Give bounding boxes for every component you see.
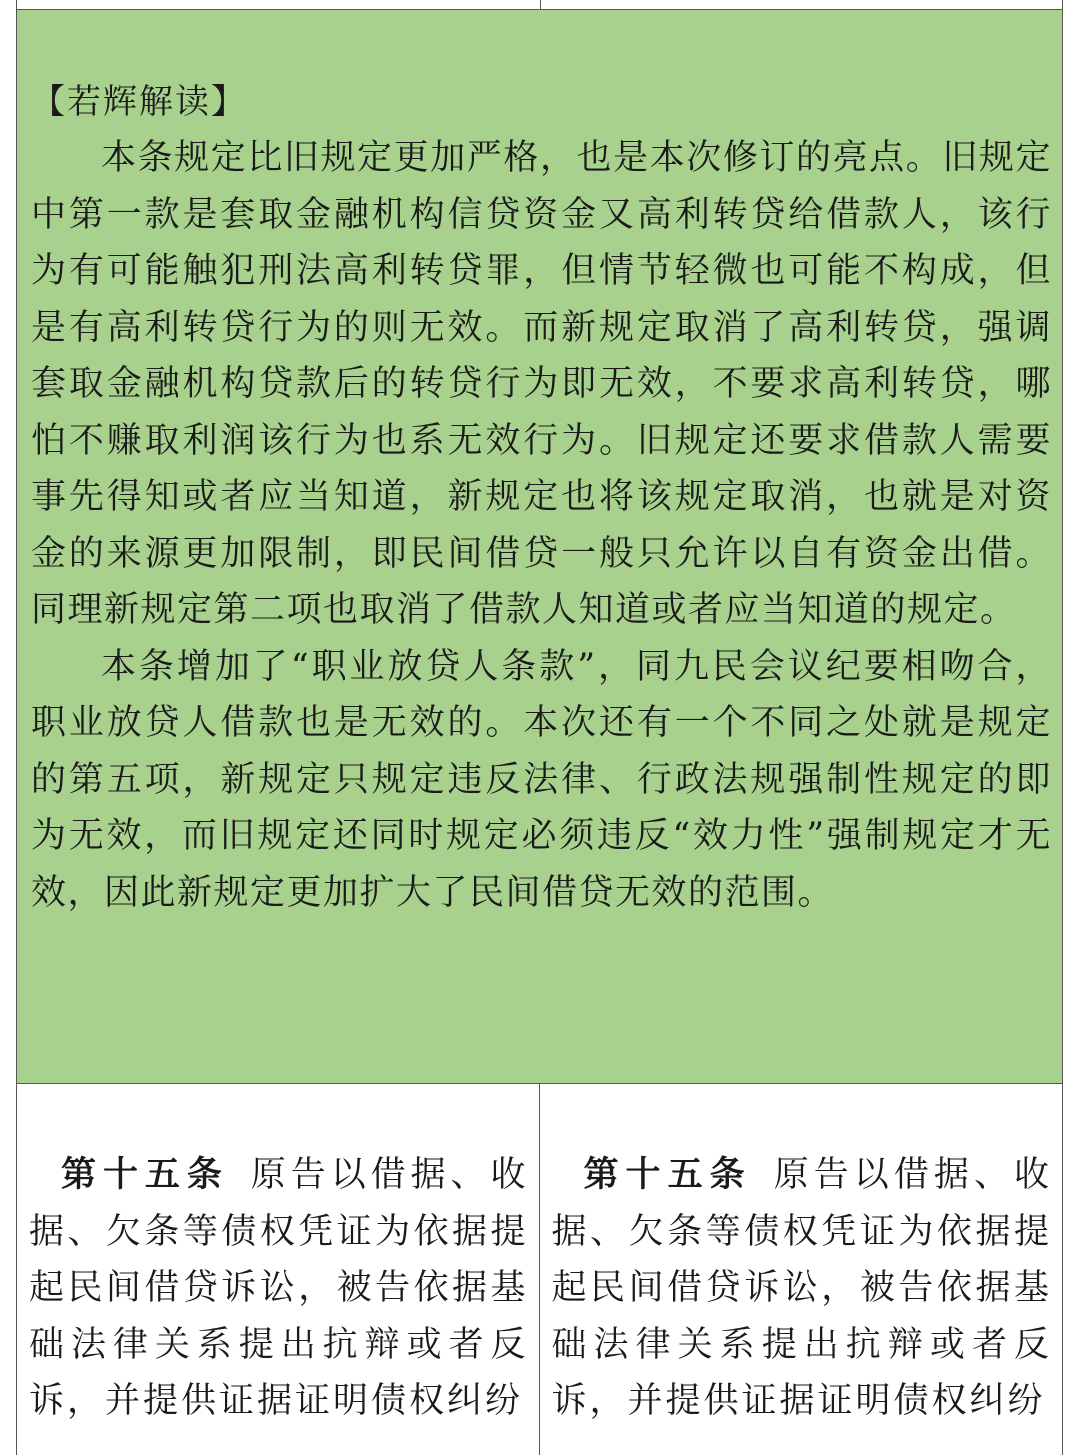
commentary-paragraph-1: 本条规定比旧规定更加严格，也是本次修订的亮点。旧规定中第一款是套取金融机构信贷资金又高利转贷给借款人，该行为有可能触犯刑法高利转贷罪，但情节轻微也可能不构成，但是有高利转贷行为的则无效。而新规定取消了高利转贷，强调套取金融机构贷款后的转贷行为即无效，不要求高利转贷，哪怕不赚取利润该行为也系无效行为。旧规定还要求借款人需要事先得知或者应当知道，新规定也将该规定取消，也就是对资金的来源更加限制，即民间借贷一般只允许以自有资金出借。同理新规定第二项也取消了借款人知道或者应当知道的规定。 [31,138,1052,630]
new-rule-article-title: 第十五条 [583,1154,752,1195]
old-rule-cell [17,1083,540,1455]
new-rule-article-body: 原告以借据、收据、欠条等债权凭证为依据提起民间借贷诉讼，被告依据基础法律关系提出抗辩或者反诉，并提供证据证明债权纠纷 [551,1155,1052,1421]
old-rule-article-title: 第十五条 [61,1154,229,1195]
comparison-table [16,1083,1063,1455]
commentary-heading: 【若辉解读】 [31,82,247,122]
column-divider [540,0,541,10]
new-rule-text [552,1147,1053,1430]
new-rule-cell [540,1083,1063,1455]
commentary-block [16,10,1063,1084]
commentary-paragraph-2: 本条增加了“职业放贷人条款”，同九民会议纪要相吻合，职业放贷人借款也是无效的。本次还有一个不同之处就是规定的第五项，新规定只规定违反法律、行政法规强制性规定的即为无效，而旧规定还同时规定必须违反“效力性”强制规定才无效，因此新规定更加扩大了民间借贷无效的范围。 [31,646,1052,913]
old-rule-text [29,1147,529,1430]
previous-table-row [16,0,1063,10]
old-rule-article-body: 原告以借据、收据、欠条等债权凭证为依据提起民间借贷诉讼，被告依据基础法律关系提出抗辩或者反诉，并提供证据证明债权纠纷 [29,1155,529,1421]
